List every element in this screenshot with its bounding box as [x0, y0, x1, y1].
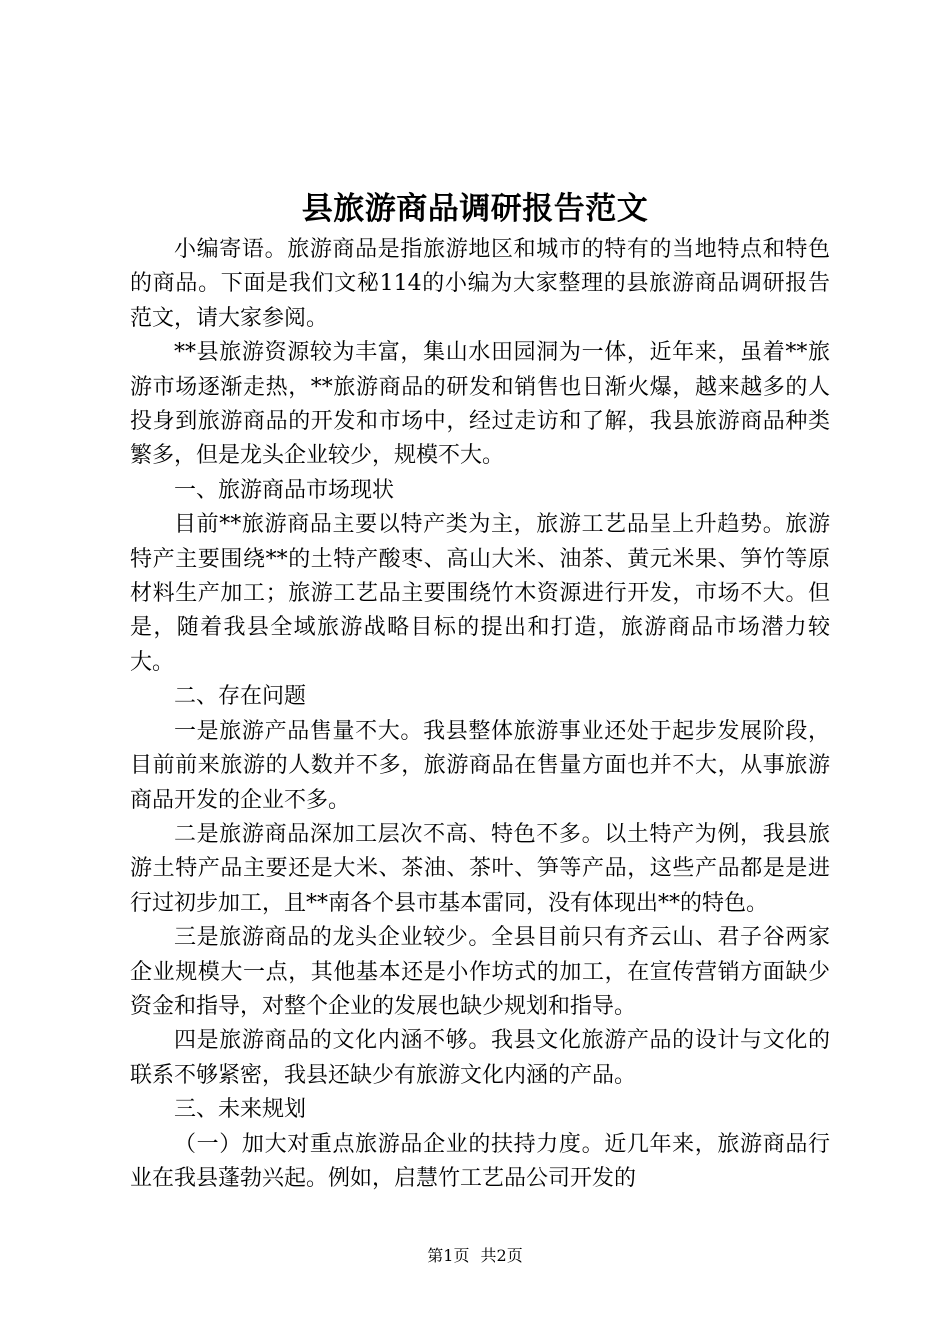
- section-heading: 一、旅游商品市场现状: [174, 477, 395, 503]
- document-body: [130, 233, 830, 1196]
- paragraph: 二是旅游商品深加工层次不高、特色不多。以土特产为例，我县旅游土特产品主要还是大米、茶油、茶叶、笋等产品，这些产品都是是进行过初步加工，且**南各个县市基本雷同，没有体现出**的特色。: [130, 821, 830, 916]
- page-number: 第1页: [427, 1246, 470, 1265]
- paragraph: 三是旅游商品的龙头企业较少。全县目前只有齐云山、君子谷两家企业规模大一点，其他基本还是小作坊式的加工，在宣传营销方面缺少资金和指导，对整个企业的发展也缺少规划和指导。: [130, 925, 830, 1019]
- document-title: 县旅游商品调研报告范文: [301, 191, 649, 227]
- page-total: 共2页: [480, 1246, 523, 1265]
- paragraph: **县旅游资源较为丰富，集山水田园洞为一体，近年来，虽着**旅游市场逐渐走热，**旅游商品的研发和销售也日渐火爆，越来越多的人投身到旅游商品的开发和市场中，经过走访和了解，我县旅游商品种类繁多，但是龙头企业较少，规模不大。: [130, 340, 830, 469]
- paragraph: 一是旅游产品售量不大。我县整体旅游事业还处于起步发展阶段，目前前来旅游的人数并不多，旅游商品在售量方面也并不大，从事旅游商品开发的企业不多。: [130, 718, 830, 813]
- section-heading: 二、存在问题: [174, 684, 307, 710]
- paragraph: 小编寄语。旅游商品是指旅游地区和城市的特有的当地特点和特色的商品。下面是我们文秘114的小编为大家整理的县旅游商品调研报告范文，请大家参阅。: [130, 237, 830, 331]
- paragraph: 目前**旅游商品主要以特产类为主，旅游工艺品呈上升趋势。旅游特产主要围绕**的土特产酸枣、高山大米、油茶、黄元米果、笋竹等原材料生产加工；旅游工艺品主要围绕竹木资源进行开发，市场不大。但是，随着我县全域旅游战略目标的提出和打造，旅游商品市场潜力较大。: [130, 512, 830, 675]
- page-footer: [0, 1244, 950, 1268]
- paragraph: （一）加大对重点旅游品企业的扶持力度。近几年来，旅游商品行业在我县蓬勃兴起。例如，启慧竹工艺品公司开发的: [130, 1131, 830, 1191]
- section-heading: 三、未来规划: [174, 1097, 307, 1123]
- paragraph: 四是旅游商品的文化内涵不够。我县文化旅游产品的设计与文化的联系不够紧密，我县还缺少有旅游文化内涵的产品。: [130, 1028, 830, 1088]
